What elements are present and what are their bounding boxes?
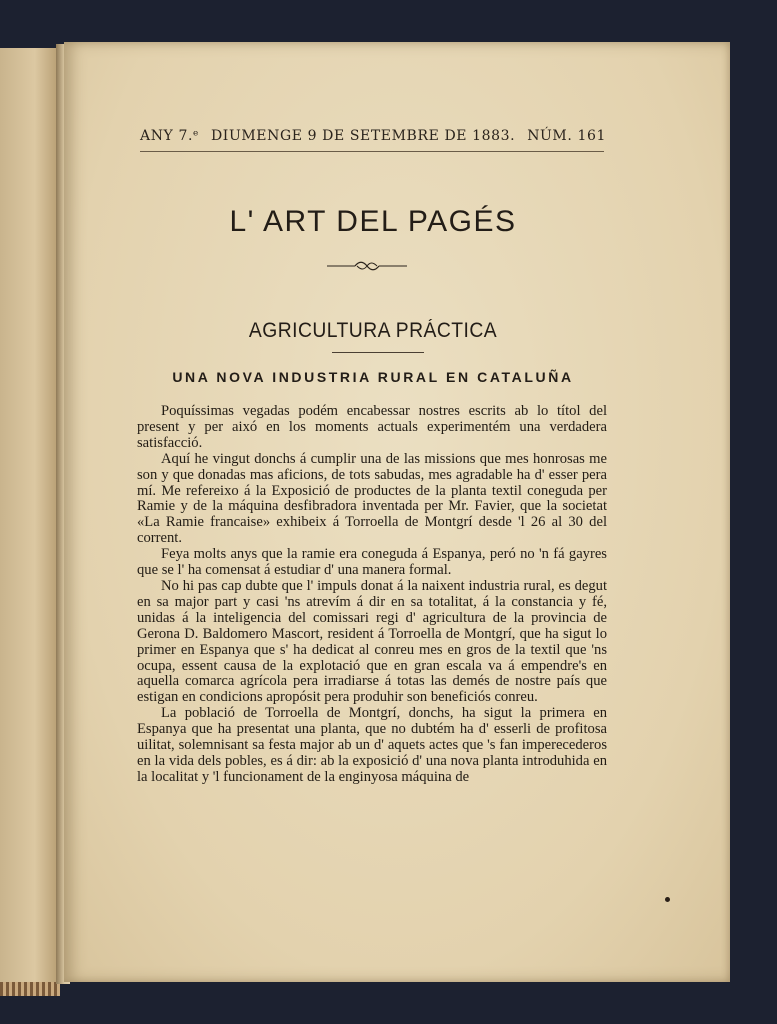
paragraph: No hi pas cap dubte que l' impuls donat á la naixent industria rural, es degut en sa major part y casi 'ns atrevím á dir en sa totalitat, á la constancia y fé, unidas á la inteligencia del comissari regi d' agricultura de la provincia de Gerona D. Baldomero Mascort, resident á Torroella de Montgrí, que ha sigut lo primer en Espanya que s' ha dedicat al conreu mes en gros de la textil que 'ns ocupa, essent causa de la explotació que en gran escala va á empendre's en aquella comarca agrícola pera irradiarse á totas las demés de nostre país que estigan en condicions apropósit pera produhir son beneficiós conreu. <box>137 577 607 706</box>
ornament-divider-icon <box>327 260 407 272</box>
header-rule <box>140 151 604 152</box>
issue-header <box>140 128 606 144</box>
paragraph: Aquí he vingut donchs á cumplir una de las missions que mes honrosas me son y que donadas mas aficions, de tots sabudas, mes agradable ha d' esser pera mí. Me refereixo á la Exposició de productes de la planta textil coneguda per Ramie y de la máquina desfibradora inventada per Mr. Favier, que la societat «La Ramie francaise» exhibeix á Torroella de Montgrí desde 'l 26 al 30 del corrent. <box>137 450 607 547</box>
article-subtitle: UNA NOVA INDUSTRIA RURAL EN CATALUÑA <box>172 369 574 385</box>
section-rule <box>332 352 424 353</box>
paragraph: Feya molts anys que la ramie era coneguda á Espanya, peró no 'n fá gayres que se l' ha comensat á estudiar d' una manera formal. <box>137 546 607 579</box>
book-cover-edge <box>0 982 60 996</box>
issue-date: DIUMENGE 9 DE SETEMBRE DE 1883. <box>210 128 516 144</box>
issue-number: NÚM. 161 <box>527 128 606 144</box>
publication-title: L' ART DEL PAGÉS <box>229 205 517 238</box>
ink-speck <box>665 897 670 902</box>
previous-page-edge <box>0 48 60 983</box>
section-title: AGRICULTURA PRÁCTICA <box>248 319 498 342</box>
volume-label: ANY 7.ᵉ <box>140 128 200 144</box>
paragraph: La població de Torroella de Montgrí, donchs, ha sigut la primera en Espanya que ha presentat una planta, que no dubtém ha d' esserli de profitosa uilitat, solemnisant sa festa major ab un d' aquets actes que 's fan imperecederos en la vida dels pobles, es á dir: ab la exposició d' una nova planta introduhida en la localitat y 'l funcionament de la enginyosa máquina de <box>137 705 607 785</box>
paragraph: Poquíssimas vegadas podém encabessar nostres escrits ab lo títol del present y per aixó en los moments actuals experimentém una verdadera satisfacció. <box>137 403 607 451</box>
article-body <box>137 404 607 786</box>
